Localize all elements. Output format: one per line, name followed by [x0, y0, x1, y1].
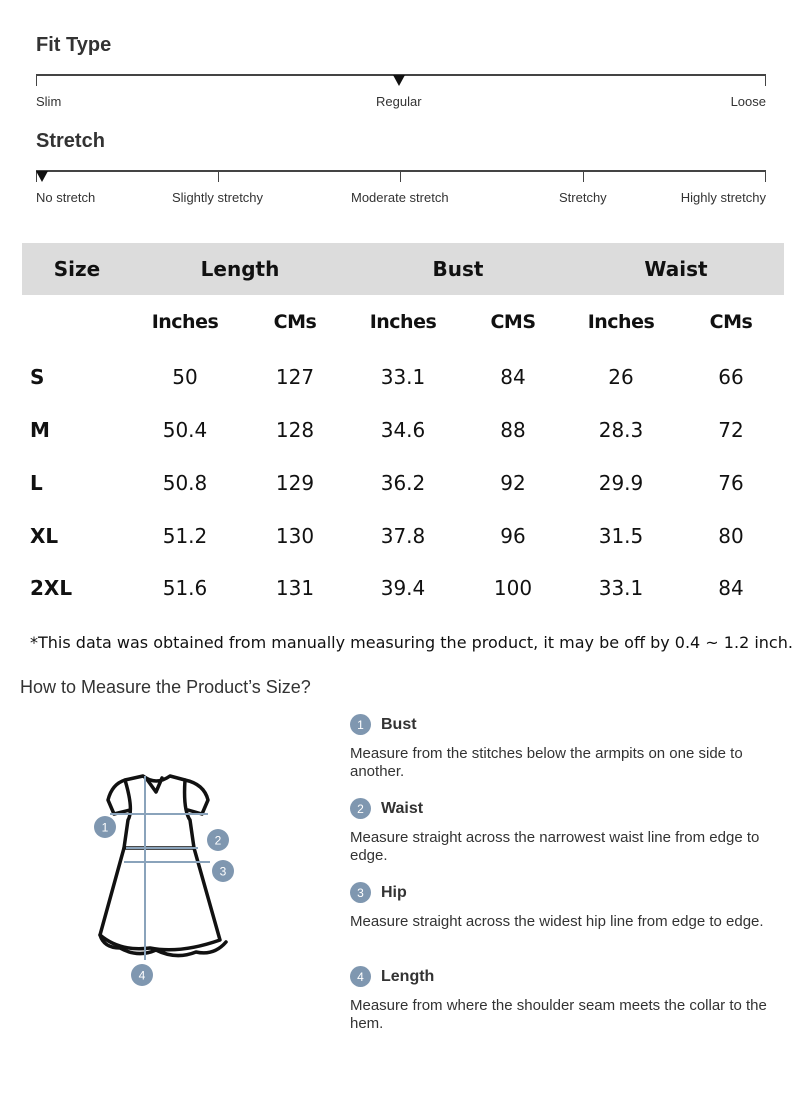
badge-3-icon: [212, 860, 234, 882]
step-description: Measure from the stitches below the armpits on one side to another.: [350, 745, 743, 780]
fit-label-regular: Regular: [376, 94, 422, 109]
measure-step-bust: [350, 714, 770, 781]
subheader-length-cm: CMs: [273, 311, 317, 333]
table-cell: 29.9: [598, 471, 644, 495]
stretch-label-moderate: Moderate stretch: [351, 190, 449, 205]
svg-text:4: 4: [138, 968, 146, 983]
table-cell: 88: [500, 418, 526, 442]
table-cell: 72: [718, 418, 744, 442]
stretch-scale: [36, 170, 766, 210]
fit-label-slim: Slim: [36, 94, 62, 109]
table-cell: 92: [500, 471, 526, 495]
row-size-label: XL: [30, 524, 59, 548]
table-cell: 50: [172, 365, 198, 389]
how-to-measure-title: How to Measure the Product’s Size?: [20, 677, 311, 697]
stretch-title: Stretch: [36, 130, 105, 152]
svg-text:3: 3: [219, 864, 227, 879]
table-cell: 33.1: [598, 576, 644, 600]
fit-type-marker: [393, 75, 405, 86]
measure-step-waist: [350, 798, 770, 865]
step-number-badge: 2: [350, 798, 371, 819]
dress-diagram: [90, 770, 240, 990]
table-cell: 33.1: [380, 365, 426, 389]
stretch-label-slight: Slightly stretchy: [172, 190, 264, 205]
table-cell: 96: [500, 524, 526, 548]
step-description: Measure from where the shoulder seam meets the collar to the hem.: [350, 997, 767, 1032]
measure-step-hip: [350, 882, 770, 931]
table-cell: 50.8: [162, 471, 208, 495]
header-length: Length: [200, 257, 280, 281]
svg-text:2: 2: [214, 833, 222, 848]
step-title: Length: [381, 967, 435, 985]
row-size-label: 2XL: [30, 576, 73, 600]
table-cell: 28.3: [598, 418, 644, 442]
table-cell: 66: [718, 365, 744, 389]
step-title: Hip: [381, 883, 407, 901]
table-cell: 84: [718, 576, 744, 600]
step-description: Measure straight across the widest hip line from edge to edge.: [350, 913, 764, 930]
table-cell: 130: [275, 524, 315, 548]
measurement-note: *This data was obtained from manually measuring the product, it may be off by 0.4 ~ 1.2 inch.: [30, 633, 793, 652]
measure-step-length: [350, 966, 770, 1033]
fit-type-title: Fit Type: [36, 34, 112, 56]
svg-text:1: 1: [101, 820, 109, 835]
table-cell: 129: [275, 471, 315, 495]
badge-1-icon: [94, 816, 116, 838]
step-number-badge: 1: [350, 714, 371, 735]
table-cell: 36.2: [380, 471, 426, 495]
subheader-length-in: Inches: [151, 311, 219, 333]
header-bust: Bust: [432, 257, 484, 281]
stretch-label-stretchy: Stretchy: [559, 190, 607, 205]
row-size-label: S: [30, 365, 45, 389]
header-size: Size: [53, 257, 101, 281]
table-cell: 51.6: [162, 576, 208, 600]
subheader-bust-cm: CMS: [490, 311, 536, 333]
badge-2-icon: [207, 829, 229, 851]
header-waist: Waist: [644, 257, 708, 281]
table-cell: 39.4: [380, 576, 426, 600]
stretch-marker: [36, 171, 48, 182]
step-number-badge: 4: [350, 966, 371, 987]
table-cell: 34.6: [380, 418, 426, 442]
stretch-label-none: No stretch: [36, 190, 96, 205]
fit-type-scale: [36, 74, 766, 114]
row-size-label: M: [30, 418, 50, 442]
dress-outline-icon: [100, 776, 226, 956]
table-cell: 31.5: [598, 524, 644, 548]
stretch-label-high: Highly stretchy: [680, 190, 766, 205]
step-description: Measure straight across the narrowest waist line from edge to edge.: [350, 829, 760, 864]
table-cell: 127: [275, 365, 315, 389]
row-size-label: L: [30, 471, 43, 495]
table-cell: 37.8: [380, 524, 426, 548]
step-title: Bust: [381, 715, 417, 733]
step-title: Waist: [381, 799, 424, 817]
fit-label-loose: Loose: [730, 94, 766, 109]
table-cell: 80: [718, 524, 744, 548]
table-cell: 76: [718, 471, 744, 495]
subheader-waist-in: Inches: [587, 311, 655, 333]
table-cell: 51.2: [162, 524, 208, 548]
table-cell: 50.4: [162, 418, 208, 442]
table-cell: 128: [275, 418, 315, 442]
table-cell: 131: [275, 576, 315, 600]
table-cell: 26: [608, 365, 634, 389]
table-cell: 100: [493, 576, 533, 600]
step-number-badge: 3: [350, 882, 371, 903]
subheader-bust-in: Inches: [369, 311, 437, 333]
badge-4-icon: [131, 964, 153, 986]
subheader-waist-cm: CMs: [709, 311, 753, 333]
table-cell: 84: [500, 365, 526, 389]
